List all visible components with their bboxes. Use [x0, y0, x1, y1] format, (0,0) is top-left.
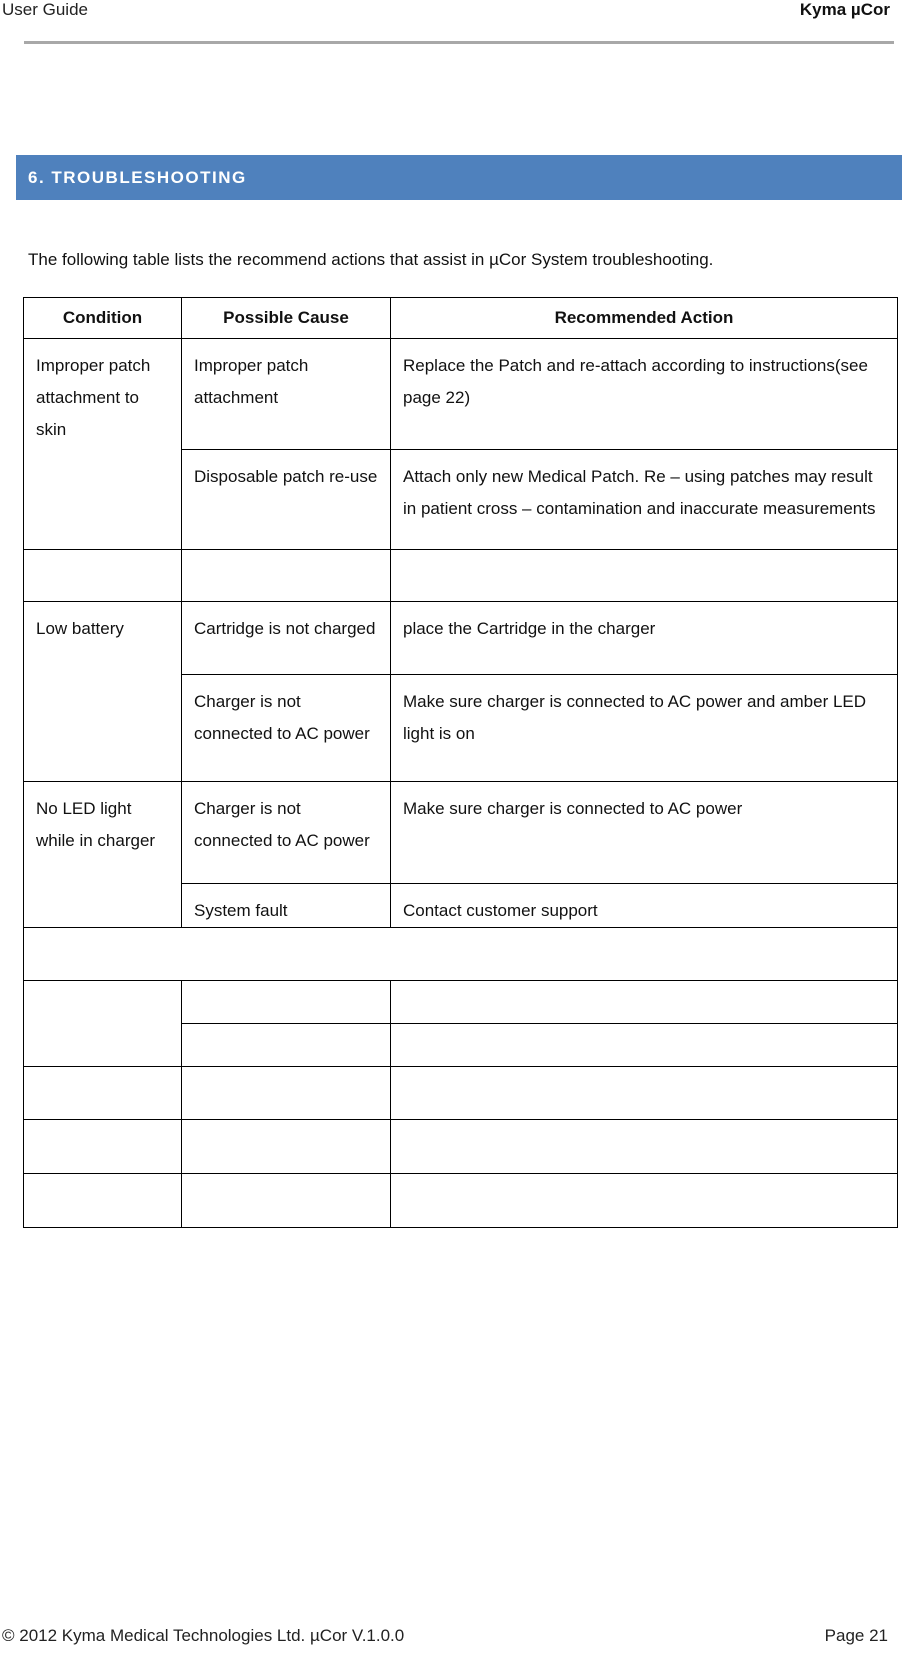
empty-row [24, 1174, 898, 1228]
intro-paragraph: The following table lists the recommend actions that assist in µCor System troubleshooting. [28, 250, 714, 269]
footer-copyright: © 2012 Kyma Medical Technologies Ltd. µCor V.1.0.0 [2, 1626, 405, 1645]
empty-row [24, 550, 898, 602]
empty-row [24, 1120, 898, 1174]
empty-row [24, 981, 898, 1024]
cause-cell: Improper patch attachment [182, 339, 391, 450]
empty-row [24, 1067, 898, 1120]
header-doc-type: User Guide [2, 0, 88, 19]
action-cell: Make sure charger is connected to AC power and amber LED light is on [391, 675, 898, 782]
header-product-name: Kyma µCor [799, 0, 890, 19]
cause-cell: Charger is not connected to AC power [182, 782, 391, 884]
condition-cell: Improper patch attachment to skin [24, 339, 182, 550]
column-header-condition: Condition [24, 298, 182, 339]
header-divider [24, 41, 894, 44]
table-header-row [24, 298, 898, 339]
column-header-action: Recommended Action [391, 298, 898, 339]
action-cell: Attach only new Medical Patch. Re – using patches may result in patient cross – contamination and inaccurate measurements [391, 450, 898, 550]
action-cell: place the Cartridge in the charger [391, 602, 898, 675]
cause-cell: System fault [182, 884, 391, 928]
column-header-cause: Possible Cause [182, 298, 391, 339]
troubleshooting-table [23, 297, 898, 1228]
cause-cell: Charger is not connected to AC power [182, 675, 391, 782]
table-row [24, 339, 898, 450]
action-cell: Make sure charger is connected to AC power [391, 782, 898, 884]
table-row [24, 602, 898, 675]
empty-row [24, 928, 898, 981]
table-row [24, 782, 898, 884]
cause-cell: Cartridge is not charged [182, 602, 391, 675]
section-heading-bar [16, 155, 902, 200]
footer-page-number: Page 21 [824, 1626, 888, 1645]
action-cell: Replace the Patch and re-attach according to instructions(see page 22) [391, 339, 898, 450]
cause-cell: Disposable patch re-use [182, 450, 391, 550]
action-cell: Contact customer support [391, 884, 898, 928]
section-title: 6. TROUBLESHOOTING [28, 167, 247, 187]
condition-cell: Low battery [24, 602, 182, 782]
condition-cell: No LED light while in charger [24, 782, 182, 928]
